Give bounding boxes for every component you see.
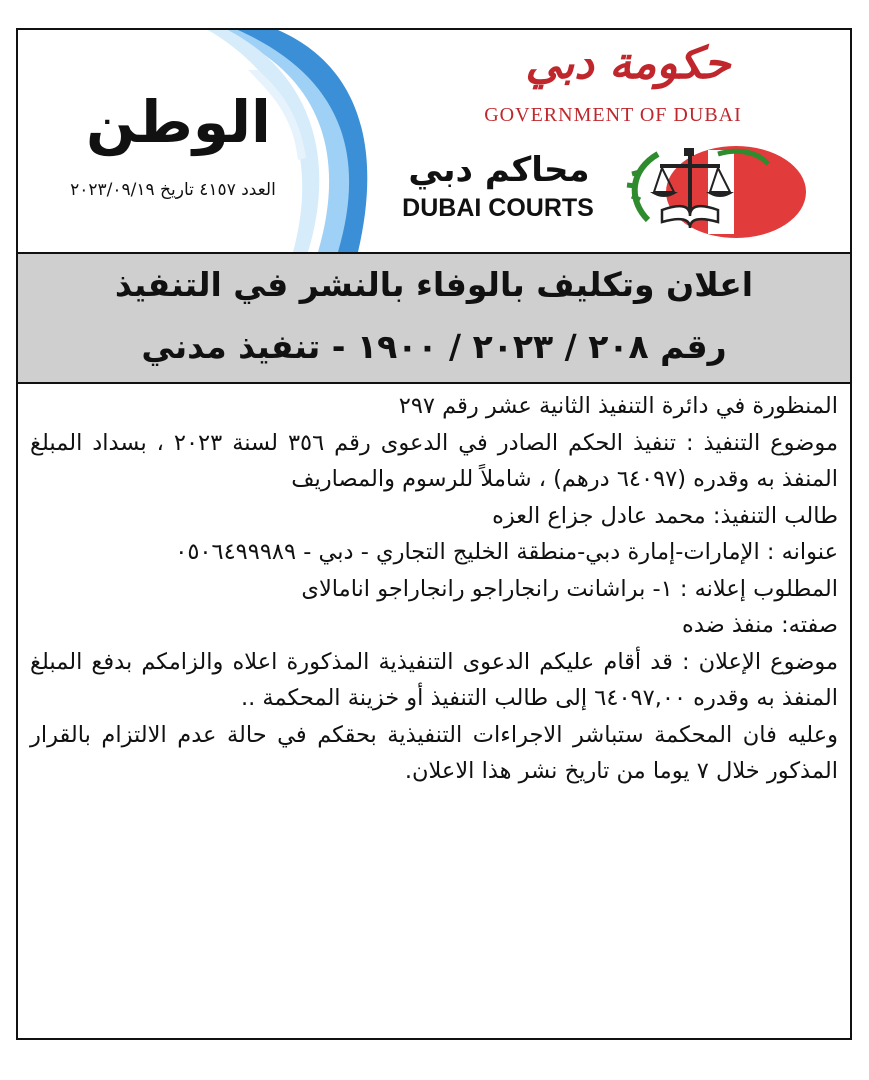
government-logo-arabic: حكومة دبي [525,38,731,89]
government-logo-english: GOVERNMENT OF DUBAI [484,104,742,126]
title-line-1: اعلان وتكليف بالوفاء بالنشر في التنفيذ [114,265,754,304]
title-line-2: رقم ٢٠٨ / ٢٠٢٣ / ١٩٠٠ - تنفيذ مدني [141,327,727,366]
courts-name-arabic: محاكم دبي [408,150,590,190]
newspaper-name: الوطن [86,88,271,156]
body-paragraph-circuit: المنظورة في دائرة التنفيذ الثانية عشر رقم ٢٩٧ [398,393,838,419]
body-paragraph-execution-subject: موضوع التنفيذ : تنفيذ الحكم الصادر في الدعوى رقم ٣٥٦ لسنة ٢٠٢٣ ، بسداد المبلغ المنفذ به وقدره (٦٤٠٩٧ درهم) ، شاملاً للرسوم والمصاريف [30,429,838,492]
announcement-body [30,388,838,790]
body-paragraph-applicant: طالب التنفيذ: محمد عادل جزاع العزه [492,502,838,529]
courts-name-english: DUBAI COURTS [402,194,594,222]
body-paragraph-respondent: المطلوب إعلانه : ١- براشانت رانجاراجو رانجاراجو انامالاى [301,575,838,602]
announcement-title [18,252,850,384]
dubai-courts-emblem-icon [618,140,808,240]
body-paragraph-notice: وعليه فان المحكمة ستباشر الاجراءات التنفيذية بحقكم في حالة عدم الالتزام بالقرار المذكور خلال ٧ يوما من تاريخ نشر هذا الاعلان. [30,721,838,784]
body-paragraph-announcement-subject: موضوع الإعلان : قد أقام عليكم الدعوى التنفيذية المذكورة اعلاه والزامكم بدفع المبلغ المنفذ به وقدره ٦٤٠٩٧,٠٠ إلى طالب التنفيذ أو خزينة المحكمة .. [30,648,838,711]
body-paragraph-address: عنوانه : الإمارات-إمارة دبي-منطقة الخليج التجاري - دبي - ٠٥٠٦٤٩٩٩٨٩ [175,539,838,565]
body-paragraph-capacity: صفته: منفذ ضده [682,612,838,638]
announcement-frame [16,28,852,1040]
header [18,30,850,252]
issue-date-line: العدد ٤١٥٧ تاريخ ٢٠٢٣/٠٩/١٩ [70,180,276,200]
